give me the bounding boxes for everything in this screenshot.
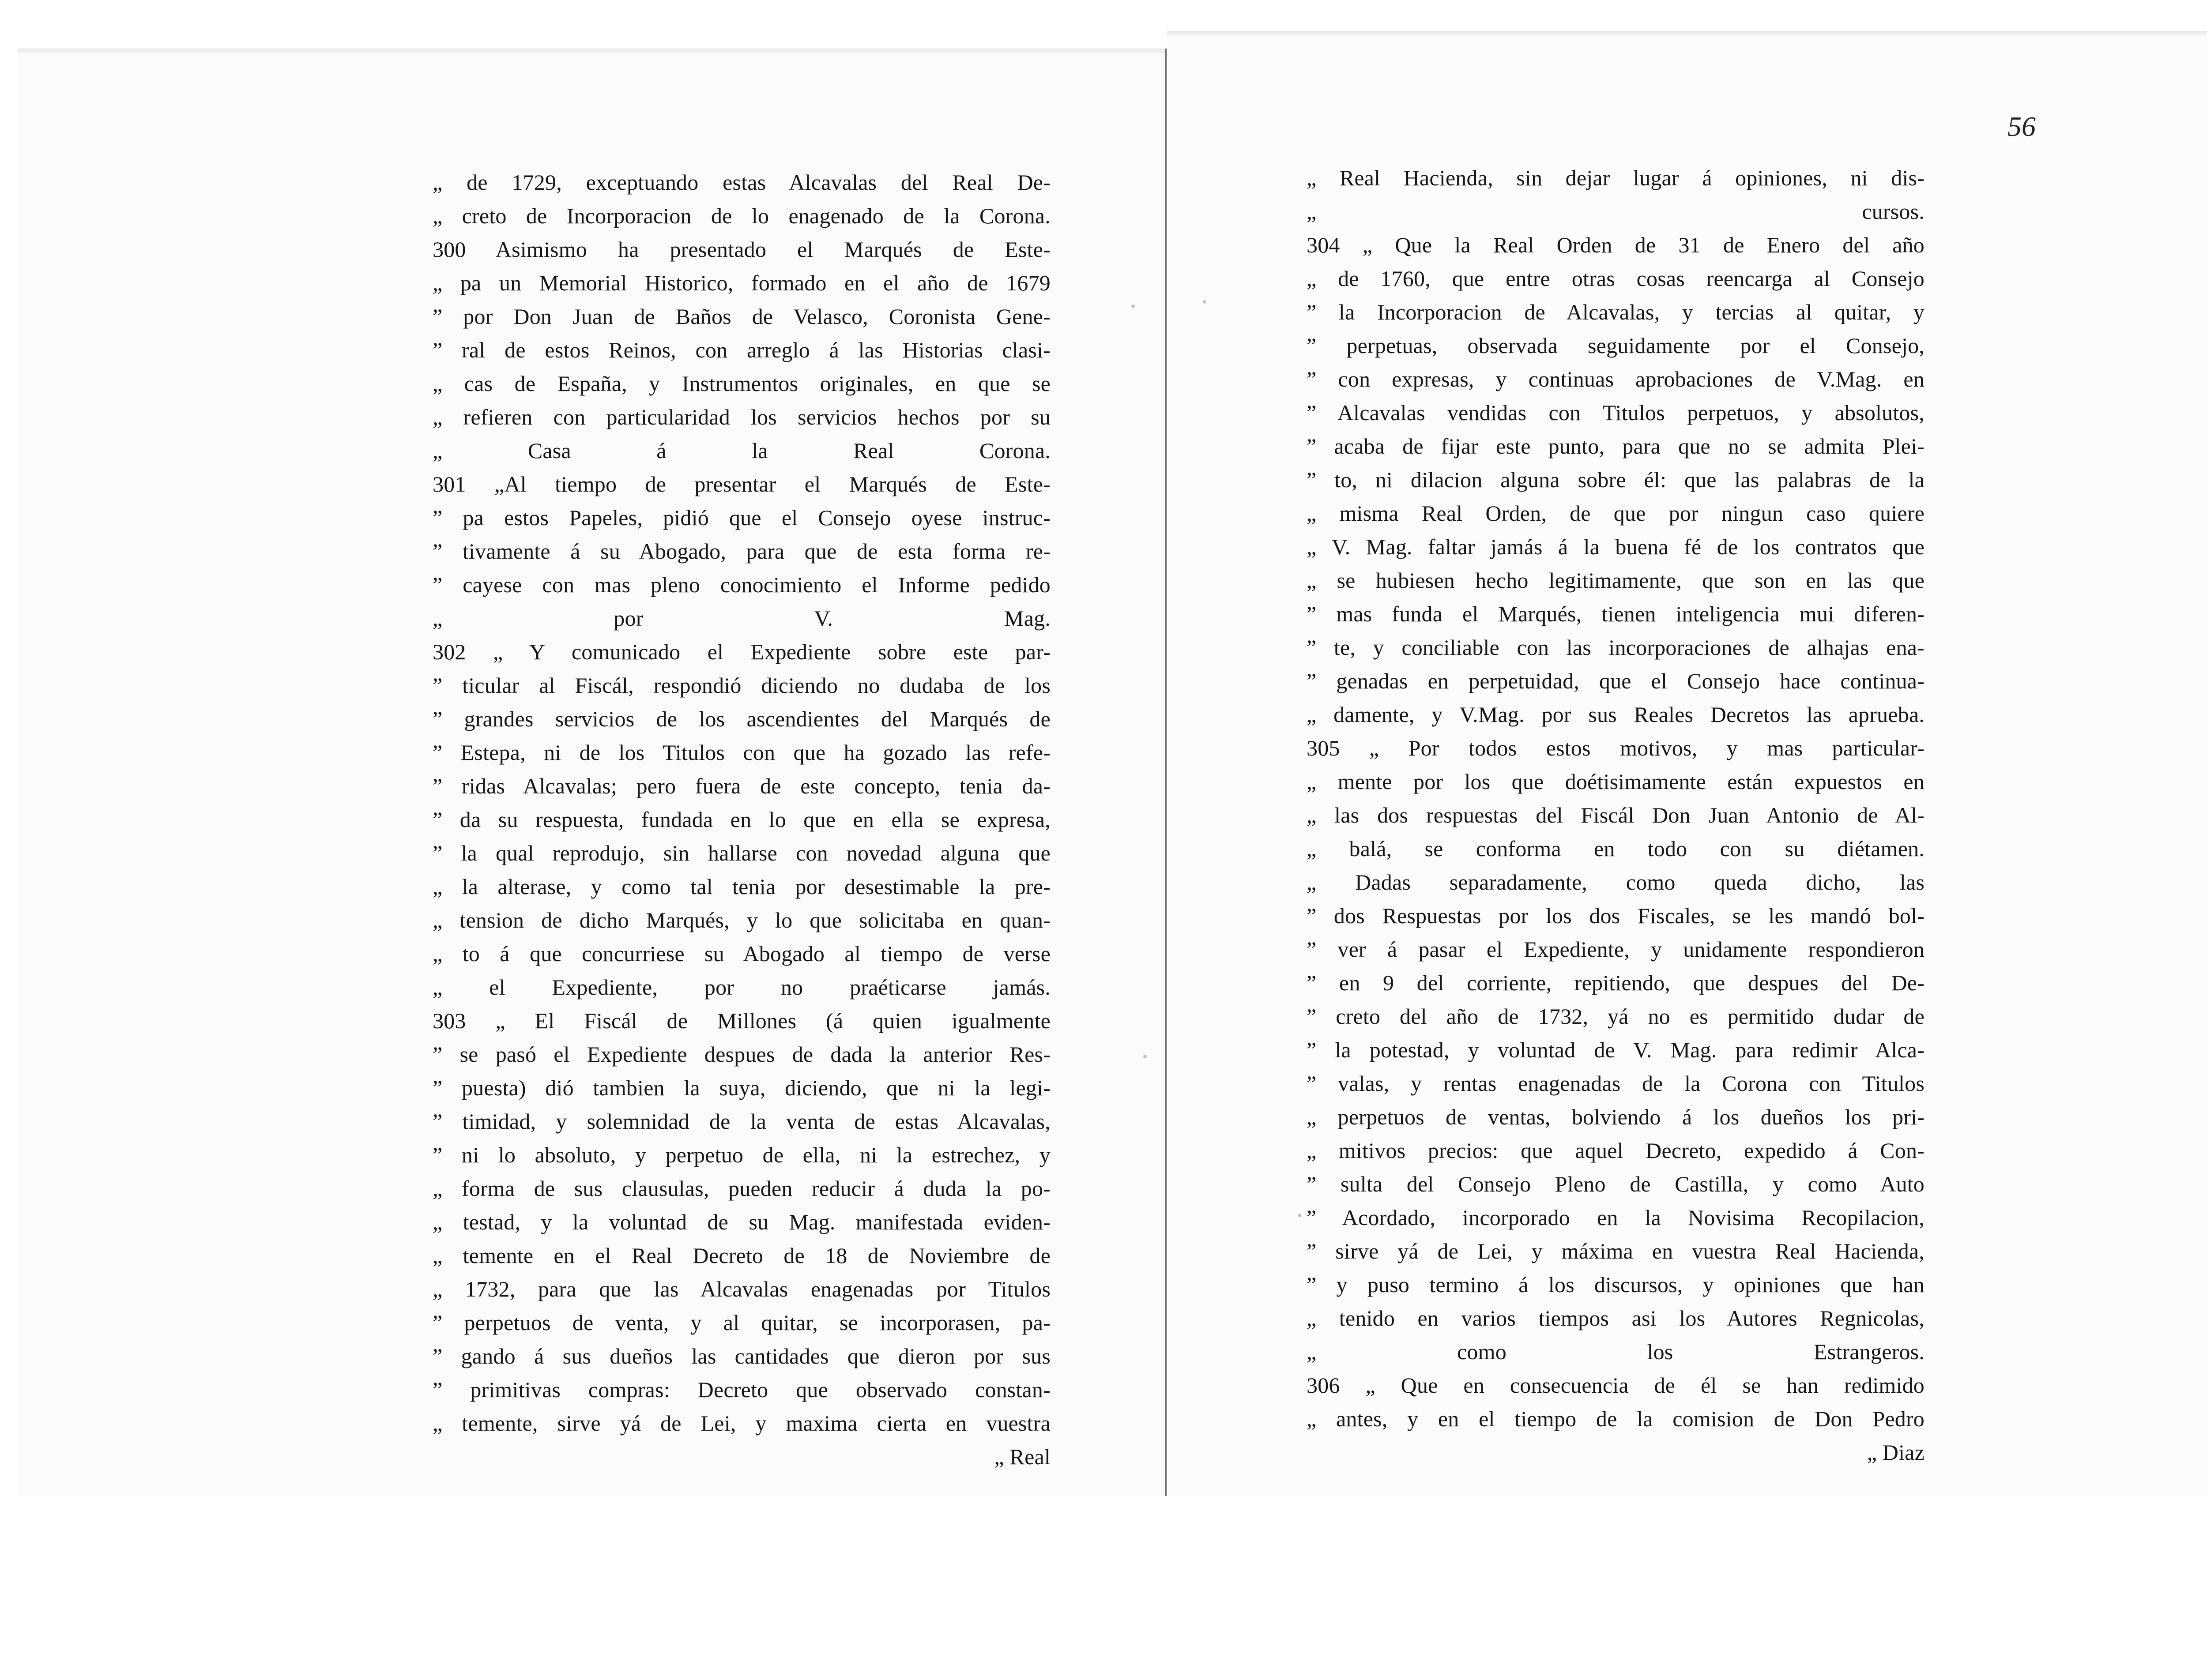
- text-line: ” Estepa, ni de los Titulos con que ha gozado las refe-: [433, 740, 1051, 765]
- text-line: ” primitivas compras: Decreto que observado constan-: [433, 1377, 1051, 1402]
- text-line: „ to á que concurriese su Abogado al tiempo de verse: [433, 941, 1051, 966]
- text-line: „ temente en el Real Decreto de 18 de Noviembre de: [433, 1243, 1051, 1268]
- text-line: ” grandes servicios de los ascendientes del Marqués de: [433, 707, 1051, 731]
- text-line: ” sirve yá de Lei, y máxima en vuestra Real Hacienda,: [1307, 1239, 1925, 1263]
- text-line: „ cas de España, y Instrumentos originales, en que se: [433, 371, 1051, 396]
- text-line: 301 „Al tiempo de presentar el Marqués de Este-: [433, 472, 1051, 496]
- text-line: ” la qual reprodujo, sin hallarse con novedad alguna que: [433, 841, 1051, 865]
- text-line: ” Acordado, incorporado en la Novisima Recopilacion,: [1307, 1205, 1925, 1230]
- text-line: „ mitivos precios: que aquel Decreto, expedido á Con-: [1307, 1138, 1925, 1163]
- text-line: ” la Incorporacion de Alcavalas, y tercias al quitar, y: [1307, 300, 1925, 324]
- text-line: 304 „ Que la Real Orden de 31 de Enero del año: [1307, 233, 1925, 257]
- text-line: ” cayese con mas pleno conocimiento el Informe pedido: [433, 572, 1051, 597]
- catchword: „ Diaz: [1867, 1440, 1925, 1465]
- text-line: ” perpetuos de venta, y al quitar, se incorporasen, pa-: [433, 1310, 1051, 1335]
- text-line: 300 Asimismo ha presentado el Marqués de Este-: [433, 237, 1051, 262]
- text-line: 305 „ Por todos estos motivos, y mas particular-: [1307, 736, 1925, 760]
- text-line: „ tenido en varios tiempos asi los Autores Regnicolas,: [1307, 1306, 1925, 1330]
- paper-speck: [1131, 304, 1135, 308]
- text-line: ” se pasó el Expediente despues de dada la anterior Res-: [433, 1042, 1051, 1067]
- text-line: ” y puso termino á los discursos, y opiniones que han: [1307, 1272, 1925, 1297]
- text-line: „ como los Estrangeros.: [1307, 1339, 1925, 1364]
- text-line: ” perpetuas, observada seguidamente por el Consejo,: [1307, 333, 1925, 358]
- text-line: „ el Expediente, por no praéticarse jamás.: [433, 975, 1051, 1000]
- text-line: „ tension de dicho Marqués, y lo que solicitaba en quan-: [433, 908, 1051, 932]
- text-line: ” por Don Juan de Baños de Velasco, Coronista Gene-: [433, 304, 1051, 329]
- text-line: ” tivamente á su Abogado, para que de esta forma re-: [433, 539, 1051, 564]
- text-line: „ forma de sus clausulas, pueden reducir á duda la po-: [433, 1176, 1051, 1201]
- text-line: ” Alcavalas vendidas con Titulos perpetuos, y absolutos,: [1307, 400, 1925, 425]
- text-line: ” acaba de fijar este punto, para que no se admita Plei-: [1307, 434, 1925, 459]
- text-line: ” ticular al Fiscál, respondió diciendo no dudaba de los: [433, 673, 1051, 698]
- text-line: ” to, ni dilacion alguna sobre él: que las palabras de la: [1307, 467, 1925, 492]
- text-line: 303 „ El Fiscál de Millones (á quien igualmente: [433, 1008, 1051, 1033]
- text-line: „ 1732, para que las Alcavalas enagenadas por Titulos: [433, 1277, 1051, 1301]
- text-line: „ temente, sirve yá de Lei, y maxima cierta en vuestra: [433, 1411, 1051, 1436]
- text-line: ” mas funda el Marqués, tienen inteligencia mui diferen-: [1307, 601, 1925, 626]
- right-page-text: [1307, 161, 1925, 1469]
- text-line: „ pa un Memorial Historico, formado en el año de 1679: [433, 271, 1051, 295]
- text-line: ” con expresas, y continuas aprobaciones de V.Mag. en: [1307, 367, 1925, 391]
- text-line: „ refieren con particularidad los servicios hechos por su: [433, 405, 1051, 429]
- text-line: „ perpetuos de ventas, bolviendo á los dueños los pri-: [1307, 1105, 1925, 1129]
- text-line: ” genadas en perpetuidad, que el Consejo hace continua-: [1307, 669, 1925, 693]
- text-line: ” dos Respuestas por los dos Fiscales, se les mandó bol-: [1307, 903, 1925, 928]
- text-line: „ por V. Mag.: [433, 606, 1051, 631]
- text-line: ” sulta del Consejo Pleno de Castilla, y como Auto: [1307, 1172, 1925, 1196]
- text-line: ” puesta) dió tambien la suya, diciendo, que ni la legi-: [433, 1075, 1051, 1100]
- paper-speck: [1203, 300, 1206, 304]
- text-line: „ V. Mag. faltar jamás á la buena fé de los contratos que: [1307, 534, 1925, 559]
- text-line: ” gando á sus dueños las cantidades que dieron por sus: [433, 1344, 1051, 1368]
- text-line: ” da su respuesta, fundada en lo que en ella se expresa,: [433, 807, 1051, 832]
- text-line: „ misma Real Orden, de que por ningun caso quiere: [1307, 501, 1925, 526]
- text-line: 306 „ Que en consecuencia de él se han redimido: [1307, 1373, 1925, 1398]
- paper-speck: [1143, 1055, 1147, 1058]
- text-line: ” te, y conciliable con las incorporaciones de alhajas ena-: [1307, 635, 1925, 660]
- text-line: „ de 1729, exceptuando estas Alcavalas del Real De-: [433, 170, 1051, 195]
- text-line: „ balá, se conforma en todo con su diétamen.: [1307, 836, 1925, 861]
- catchword: „ Real: [994, 1444, 1051, 1469]
- text-line: ” ver á pasar el Expediente, y unidamente respondieron: [1307, 937, 1925, 962]
- left-page-text: [433, 165, 1051, 1473]
- paper-speck: [1298, 1214, 1301, 1217]
- text-line: ” creto del año de 1732, yá no es permitido dudar de: [1307, 1004, 1925, 1029]
- text-line: „ la alterase, y como tal tenia por desestimable la pre-: [433, 874, 1051, 899]
- text-line: „ antes, y en el tiempo de la comision de Don Pedro: [1307, 1406, 1925, 1431]
- text-line: „ Real Hacienda, sin dejar lugar á opiniones, ni dis-: [1307, 165, 1925, 190]
- text-line: „ damente, y V.Mag. por sus Reales Decretos las aprueba.: [1307, 702, 1925, 727]
- text-line: „ Dadas separadamente, como queda dicho, las: [1307, 870, 1925, 894]
- text-line: „ las dos respuestas del Fiscál Don Juan Antonio de Al-: [1307, 803, 1925, 827]
- text-line: ” valas, y rentas enagenadas de la Corona con Titulos: [1307, 1071, 1925, 1096]
- text-line: „ Casa á la Real Corona.: [433, 438, 1051, 463]
- text-line: „ se hubiesen hecho legitimamente, que son en las que: [1307, 568, 1925, 593]
- text-line: „ creto de Incorporacion de lo enagenado de la Corona.: [433, 203, 1051, 228]
- text-line: ” ral de estos Reinos, con arreglo á las Historias clasi-: [433, 338, 1051, 362]
- text-line: „ de 1760, que entre otras cosas reencarga al Consejo: [1307, 266, 1925, 291]
- text-line: ” pa estos Papeles, pidió que el Consejo oyese instruc-: [433, 505, 1051, 530]
- text-line: ” ni lo absoluto, y perpetuo de ella, ni la estrechez, y: [433, 1143, 1051, 1167]
- page-edge-shadow: [1167, 31, 2207, 37]
- text-line: 302 „ Y comunicado el Expediente sobre este par-: [433, 639, 1051, 664]
- text-line: ” la potestad, y voluntad de V. Mag. para redimir Alca-: [1307, 1037, 1925, 1062]
- text-line: ” timidad, y solemnidad de la venta de estas Alcavalas,: [433, 1109, 1051, 1134]
- text-line: „ mente por los que doétisimamente están expuestos en: [1307, 769, 1925, 794]
- text-line: ” ridas Alcavalas; pero fuera de este concepto, tenia da-: [433, 774, 1051, 798]
- page-edge-shadow: [18, 49, 1165, 55]
- page-number: 56: [2007, 111, 2036, 142]
- text-line: ” en 9 del corriente, repitiendo, que despues del De-: [1307, 970, 1925, 995]
- text-line: „ testad, y la voluntad de su Mag. manifestada eviden-: [433, 1210, 1051, 1234]
- text-line: „ cursos.: [1307, 199, 1925, 224]
